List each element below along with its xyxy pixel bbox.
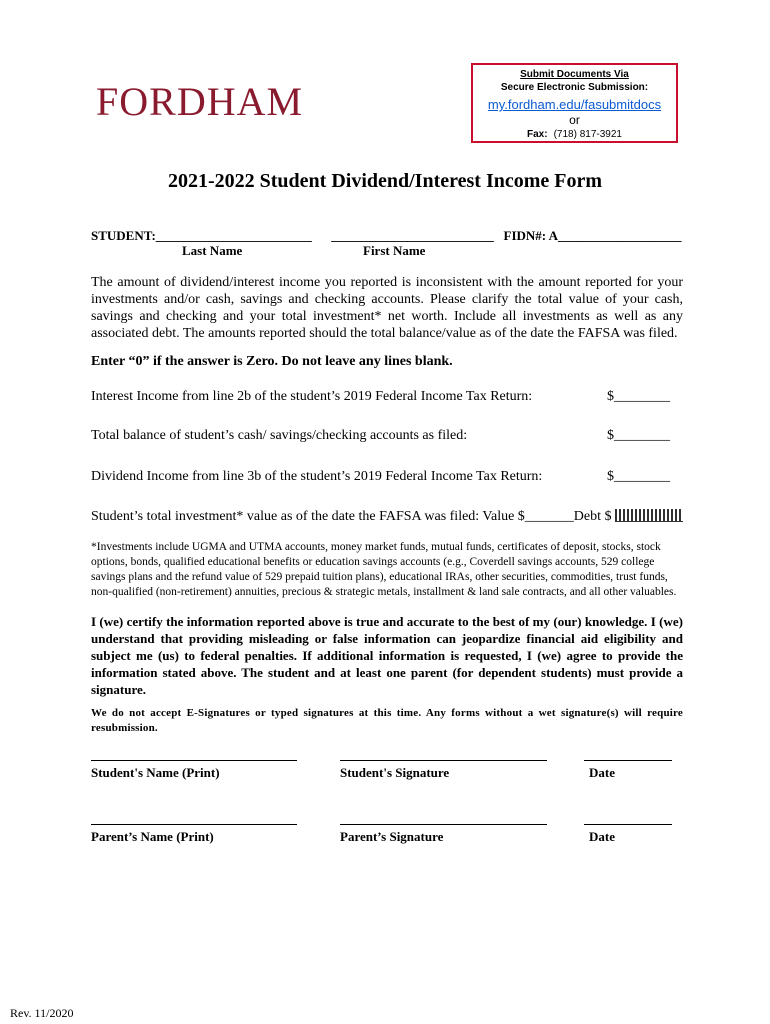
student-date-line[interactable] xyxy=(584,760,672,761)
question-dividend: Dividend Income from line 3b of the student’s 2019 Federal Income Tax Return: xyxy=(91,469,543,484)
parent-signature-label: Parent’s Signature xyxy=(340,829,444,844)
parent-signature-line[interactable] xyxy=(340,824,547,825)
submission-info-box xyxy=(471,63,678,143)
student-name-line[interactable] xyxy=(91,760,297,761)
student-date-label: Date xyxy=(589,765,615,780)
fordham-logo: FORDHAM xyxy=(96,79,304,124)
certification-text: I (we) certify the information reported above is true and accurate to the best of my (our) knowledge. I (we) understand that providing misleading or false information can jeopardize financial aid eligibility and subject me (us) to federal penalties. If additional information is requested, I (we) agree to provide the information stated above. The student and at least one parent (for dependent students) must provide a signature. xyxy=(91,614,683,697)
form-title: 2021-2022 Student Dividend/Interest Income Form xyxy=(167,170,603,192)
submit-link[interactable]: my.fordham.edu/fasubmitdocs xyxy=(487,97,662,112)
submit-or: or xyxy=(569,113,580,127)
investment-footnote: *Investments include UGMA and UTMA accounts, money market funds, mutual funds, certificates of deposit, stocks, stock options, bonds, qualified educational benefits or education savings accounts (e.g., Coverdell savings accounts, 529 college savings plans and the refund value of 529 prepaid tuition plans), educational IRAs, other securities, commodities, trust funds, non-qualified (non-retirement) annuities, precious & strategic metals, installment & land sale contracts, and all other valuables. xyxy=(91,541,677,598)
parent-name-label: Parent’s Name (Print) xyxy=(91,829,214,844)
student-signature-label: Student's Signature xyxy=(340,765,450,780)
intro-paragraph: The amount of dividend/interest income you reported is inconsistent with the amount reported for your investments and/or cash, savings and checking accounts. Please clarify the total value of your cash, savings and checking and your total investment* net worth. Include all investments as well as any associated debt. The amounts reported should the total balance/value as of the date the FAFSA was filed. xyxy=(91,275,683,341)
answer-interest[interactable]: $________ xyxy=(607,389,670,404)
parent-name-line[interactable] xyxy=(91,824,297,825)
revision-label: Rev. 11/2020 xyxy=(10,1006,74,1020)
question-interest: Interest Income from line 2b of the student’s 2019 Federal Income Tax Return: xyxy=(91,389,533,404)
student-name-label: Student's Name (Print) xyxy=(91,765,220,780)
no-esignature-notice: We do not accept E-Signatures or typed signatures at this time. Any forms without a wet signature(s) will require resubmission. xyxy=(91,707,683,734)
parent-date-label: Date xyxy=(589,829,615,844)
fax-line xyxy=(473,129,676,140)
question-investment[interactable]: Student’s total investment* value as of the date the FAFSA was filed: Value $_______Debt $ xyxy=(91,509,612,524)
fax-number: (718) 817-3921 xyxy=(553,129,622,140)
debt-field-mark[interactable] xyxy=(615,509,683,522)
submit-subheading: Secure Electronic Submission: xyxy=(500,82,649,93)
parent-date-line[interactable] xyxy=(584,824,672,825)
answer-dividend[interactable]: $________ xyxy=(607,469,670,484)
first-name-label: First Name xyxy=(363,243,426,258)
student-line[interactable]: STUDENT:________________________ _________________________ FIDN#: A___________________ xyxy=(91,228,682,243)
submit-heading: Submit Documents Via xyxy=(520,69,629,80)
instruction: Enter “0” if the answer is Zero. Do not leave any lines blank. xyxy=(91,354,453,369)
answer-cash[interactable]: $________ xyxy=(607,428,670,443)
student-signature-line[interactable] xyxy=(340,760,547,761)
question-cash: Total balance of student’s cash/ savings/checking accounts as filed: xyxy=(91,428,468,443)
fax-label: Fax: xyxy=(527,129,548,140)
last-name-label: Last Name xyxy=(182,243,243,258)
